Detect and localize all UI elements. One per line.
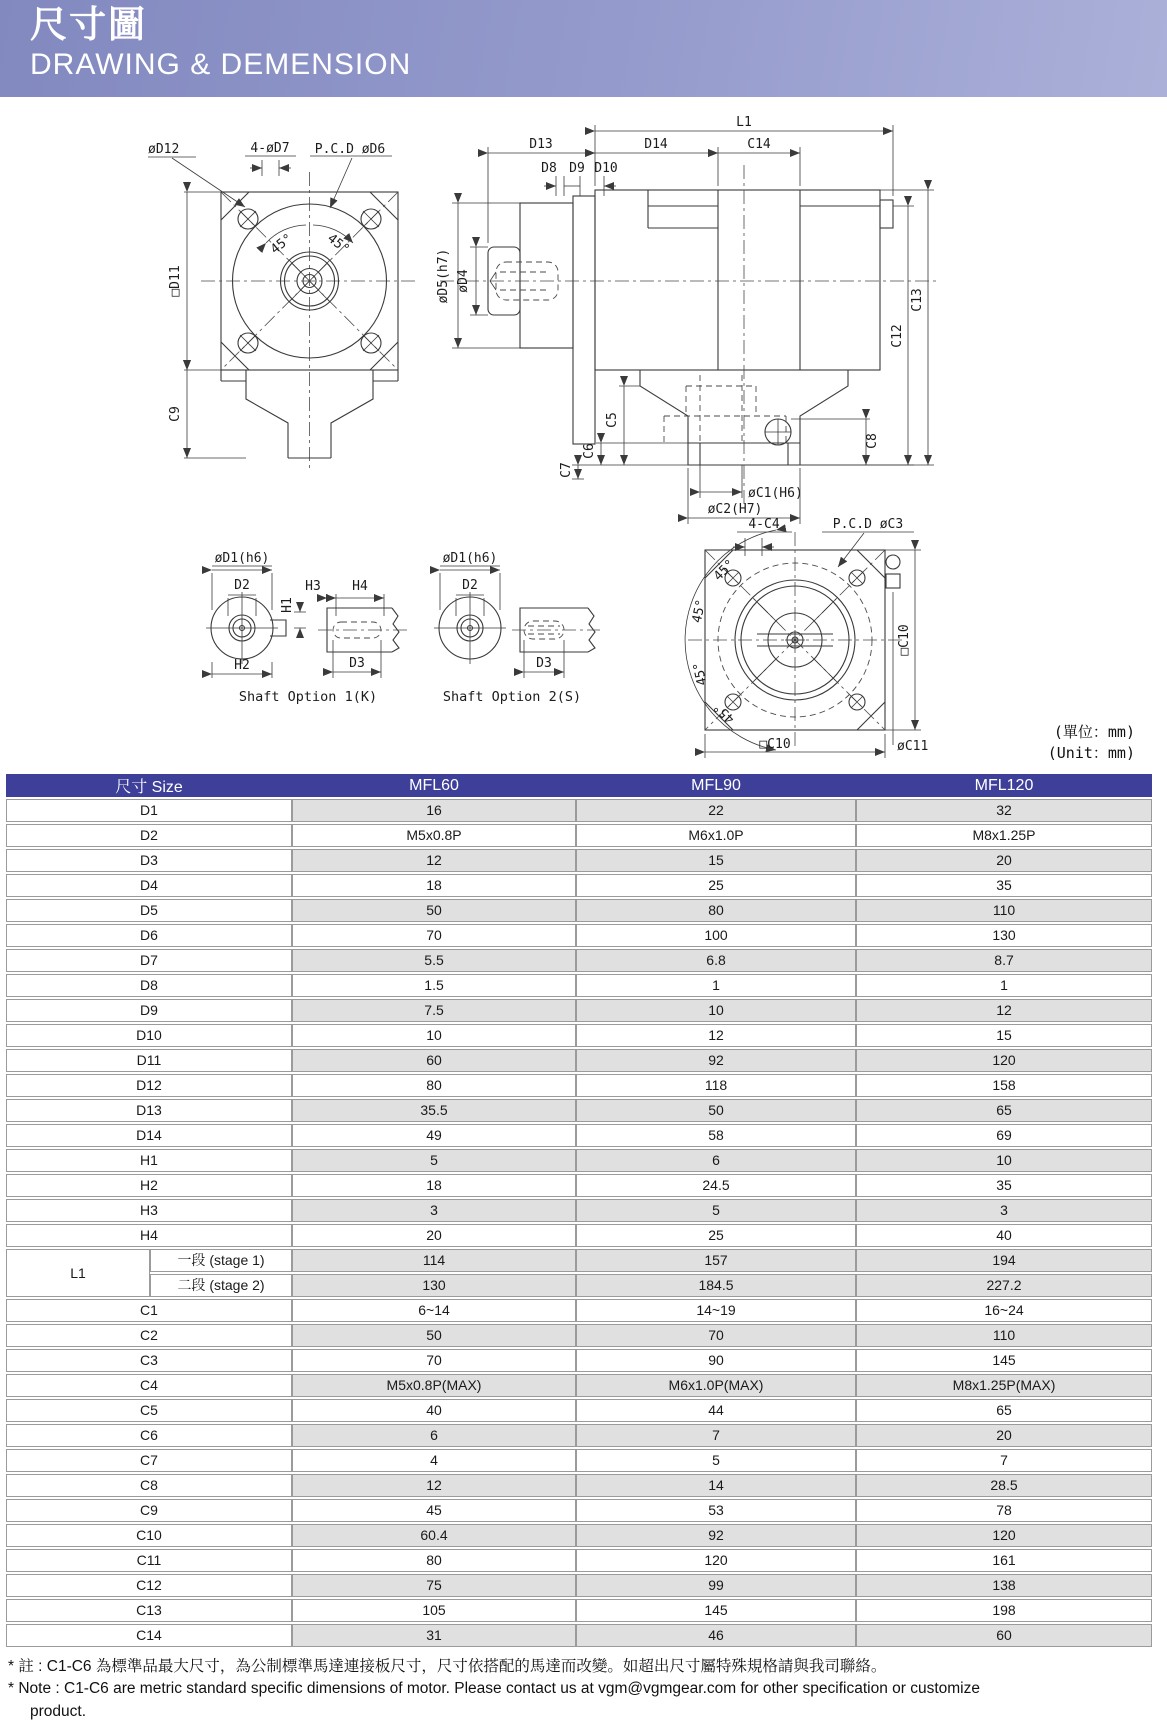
dimension-value: 70 [292,1349,576,1372]
dim-label: H1 [280,597,295,613]
dim-label: H2 [234,658,250,673]
dimension-value: 120 [856,1524,1152,1547]
dimension-value: 32 [856,799,1152,822]
dimension-value: 8.7 [856,949,1152,972]
dimension-value: 49 [292,1124,576,1147]
dim-label: øC1(H6) [748,486,803,501]
dimension-value: 16 [292,799,576,822]
dim-label: C13 [910,288,925,312]
table-row [6,1349,1152,1372]
dimension-value: 44 [576,1399,856,1422]
row-label: D9 [6,999,292,1022]
unit-note-en: (Unit：mm) [1047,744,1135,762]
dimension-value: 28.5 [856,1474,1152,1497]
dimension-value: 40 [856,1224,1152,1247]
row-label: H4 [6,1224,292,1247]
dimension-value: 45 [292,1499,576,1522]
row-label: C7 [6,1449,292,1472]
row-label: H1 [6,1149,292,1172]
table-row [6,1449,1152,1472]
dim-label: D13 [529,137,553,152]
dimension-value: 35 [856,874,1152,897]
dimension-value: 99 [576,1574,856,1597]
dimension-value: M6x1.0P [576,824,856,847]
row-label: C5 [6,1399,292,1422]
table-row [6,849,1152,872]
dim-label: C12 [890,324,905,348]
row-label: D6 [6,924,292,947]
footnote-en: * Note : C1-C6 are metric standard specific dimensions of motor. Please contact us at vgm@vgmgear.com for other specification or customize [8,1680,980,1698]
column-header-size: 尺寸 Size [6,774,292,797]
dimension-value: 130 [292,1274,576,1297]
dimension-value: 18 [292,1174,576,1197]
dimension-value: 35.5 [292,1099,576,1122]
dimension-value: 12 [292,849,576,872]
dimension-value: 69 [856,1124,1152,1147]
dim-label: □D11 [168,265,183,297]
dim-label: 45° [267,231,296,258]
dimension-value: 90 [576,1349,856,1372]
table-row [6,899,1152,922]
technical-drawing [0,0,1167,770]
table-row [6,1474,1152,1497]
dimension-value: 6 [576,1149,856,1172]
dim-label: C9 [168,406,183,422]
page-title-zh: 尺寸圖 [30,4,147,45]
dim-label: øC11 [897,739,929,754]
dimension-value: 5 [576,1449,856,1472]
bottom-view-drawing [685,517,928,758]
row-label: D4 [6,874,292,897]
dim-label: D2 [462,578,478,593]
dimension-value: 7 [856,1449,1152,1472]
dimension-value: 70 [292,924,576,947]
dimension-value: 24.5 [576,1174,856,1197]
dimension-value: 50 [292,899,576,922]
row-sub-label: 一段 (stage 1) [150,1249,292,1272]
dimension-value: 12 [856,999,1152,1022]
dimension-value: 1.5 [292,974,576,997]
dimension-value: 110 [856,899,1152,922]
unit-note [1048,722,1135,764]
shaft-option-1-caption: Shaft Option 1(K) [238,689,378,705]
dim-label: D14 [644,137,668,152]
dimension-value: 10 [856,1149,1152,1172]
dimension-value: 25 [576,1224,856,1247]
dimension-value: 5 [576,1199,856,1222]
dimension-value: 92 [576,1524,856,1547]
dimension-value: 15 [856,1024,1152,1047]
dimension-value: 6.8 [576,949,856,972]
table-row [6,974,1152,997]
dimension-value: 10 [292,1024,576,1047]
dimension-value: 227.2 [856,1274,1152,1297]
dimension-value: 7.5 [292,999,576,1022]
dimension-value: 194 [856,1249,1152,1272]
dimension-value: 120 [856,1049,1152,1072]
dimension-value: 6 [292,1424,576,1447]
dimension-value: 58 [576,1124,856,1147]
dim-label: □C10 [759,737,791,752]
dimension-value: 80 [576,899,856,922]
row-label: D8 [6,974,292,997]
dimension-value: 3 [856,1199,1152,1222]
dimension-value: 161 [856,1549,1152,1572]
dim-label: H3 [305,579,321,594]
table-row [6,1199,1152,1222]
dimension-value: 105 [292,1599,576,1622]
shaft-option-1-drawing [206,551,408,705]
dim-label: D2 [234,578,250,593]
dimension-value: 80 [292,1549,576,1572]
row-label: C13 [6,1599,292,1622]
dimension-value: 110 [856,1324,1152,1347]
dimension-value: 50 [292,1324,576,1347]
dimension-value: 6~14 [292,1299,576,1322]
dimension-value: 5 [292,1149,576,1172]
dimension-value: 15 [576,849,856,872]
row-label: C8 [6,1474,292,1497]
dimension-value: 35 [856,1174,1152,1197]
dim-label: øD12 [148,142,180,157]
row-label: H2 [6,1174,292,1197]
table-row [6,1624,1152,1647]
dimension-value: 50 [576,1099,856,1122]
table-row [6,799,1152,822]
row-label: C3 [6,1349,292,1372]
row-label: C1 [6,1299,292,1322]
dim-label: □C10 [897,624,912,656]
table-row [6,999,1152,1022]
table-row [6,924,1152,947]
row-label: D1 [6,799,292,822]
column-header-mfl120: MFL120 [856,774,1152,797]
table-row [6,1149,1152,1172]
table-row [6,1224,1152,1247]
dimension-value: 118 [576,1074,856,1097]
table-row [6,1124,1152,1147]
dimension-value: 60.4 [292,1524,576,1547]
dimension-value: 120 [576,1549,856,1572]
dim-label: P.C.D øD6 [314,142,386,157]
row-label: C14 [6,1624,292,1647]
dimension-value: 16~24 [856,1299,1152,1322]
dim-label: C8 [865,433,880,449]
dimension-value: 22 [576,799,856,822]
table-row [6,1024,1152,1047]
table-row [6,1599,1152,1622]
row-label: D12 [6,1074,292,1097]
dim-label: H4 [352,579,368,594]
table-row [6,949,1152,972]
dim-label: 45° [689,598,710,625]
dimension-value: 4 [292,1449,576,1472]
dim-label: 45° [710,556,739,585]
dimension-value: M5x0.8P(MAX) [292,1374,576,1397]
table-row [6,824,1152,847]
table-row [6,1174,1152,1197]
table-row [6,874,1152,897]
row-label: C6 [6,1424,292,1447]
row-label: C11 [6,1549,292,1572]
row-label: C4 [6,1374,292,1397]
table-row [6,1249,1152,1272]
table-row [6,1299,1152,1322]
dimension-value: 20 [856,1424,1152,1447]
dim-label: øC2(H7) [707,502,763,517]
dim-label: øD4 [456,269,471,293]
dimension-value: 198 [856,1599,1152,1622]
row-label: D5 [6,899,292,922]
footnotes [8,1656,1158,1723]
dimension-value: 60 [856,1624,1152,1647]
table-row [6,1524,1152,1547]
dimension-value: 157 [576,1249,856,1272]
dimension-value: 80 [292,1074,576,1097]
table-header-row [6,774,1152,797]
dimension-value: 12 [576,1024,856,1047]
dim-label: 4-C4 [748,517,780,532]
dimension-value: 114 [292,1249,576,1272]
shaft-option-2-drawing [434,551,600,705]
dim-label: D8 [541,161,557,176]
dimension-value: 31 [292,1624,576,1647]
dim-label: D3 [536,656,552,671]
dimension-value: M6x1.0P(MAX) [576,1374,856,1397]
table-row [6,1324,1152,1347]
unit-note-zh: (單位：mm) [1053,723,1135,741]
dimension-value: 3 [292,1199,576,1222]
dim-label: 45° [324,231,353,258]
column-header-mfl90: MFL90 [576,774,856,797]
row-label: C12 [6,1574,292,1597]
front-view-drawing [148,141,418,470]
dimension-value: 7 [576,1424,856,1447]
table-row [6,1399,1152,1422]
row-sub-label: 二段 (stage 2) [150,1274,292,1297]
dimension-table-body [6,799,1152,1647]
dimension-value: 145 [856,1349,1152,1372]
row-label: D10 [6,1024,292,1047]
dimension-value: 14 [576,1474,856,1497]
dim-label: 4-øD7 [250,141,290,156]
dimension-table [6,772,1152,1649]
dim-label: C6 [582,443,597,459]
dimension-value: 10 [576,999,856,1022]
row-label: D7 [6,949,292,972]
dimension-value: 20 [292,1224,576,1247]
dimension-value: 92 [576,1049,856,1072]
dim-label: 45° [710,698,739,727]
table-row [6,1549,1152,1572]
dim-label: C7 [559,462,574,478]
dimension-value: 20 [856,849,1152,872]
dimension-value: 25 [576,874,856,897]
dimension-value: 60 [292,1049,576,1072]
row-label: D11 [6,1049,292,1072]
table-row [6,1274,1152,1297]
dim-label: C14 [747,137,771,152]
column-header-mfl60: MFL60 [292,774,576,797]
dimension-value: 12 [292,1474,576,1497]
dimension-value: M8x1.25P(MAX) [856,1374,1152,1397]
dim-label: P.C.D øC3 [832,517,904,532]
dimension-value: 40 [292,1399,576,1422]
dimension-value: 100 [576,924,856,947]
dimension-value: 138 [856,1574,1152,1597]
dimension-value: M5x0.8P [292,824,576,847]
dimension-value: 46 [576,1624,856,1647]
dimension-value: 53 [576,1499,856,1522]
table-row [6,1374,1152,1397]
dim-label: 45° [690,660,711,687]
row-label: D13 [6,1099,292,1122]
footnote-zh: * 註 : C1-C6 為標準品最大尺寸，為公制標準馬達連接板尺寸，尺寸依搭配的馬達而改變。如超出尺寸屬特殊規格請與我司聯絡。 [8,1658,887,1675]
footnote-en-cont: product. [30,1702,87,1720]
dimension-value: 78 [856,1499,1152,1522]
dimension-value: 145 [576,1599,856,1622]
dimension-value: 1 [576,974,856,997]
dim-label: D3 [349,656,365,671]
table-row [6,1499,1152,1522]
page-title-en: DRAWING & DEMENSION [30,48,412,81]
table-row [6,1574,1152,1597]
dimension-value: 1 [856,974,1152,997]
row-label: D2 [6,824,292,847]
dim-label: øD5(h7) [436,248,451,304]
dim-label: L1 [736,115,752,130]
dim-label: D9 [569,161,585,176]
row-label: C9 [6,1499,292,1522]
dim-label: øD1(h6) [442,551,498,566]
dimension-value: 65 [856,1399,1152,1422]
row-group-label: L1 [6,1249,150,1297]
table-row [6,1099,1152,1122]
dimension-value: 75 [292,1574,576,1597]
dimension-value: 70 [576,1324,856,1347]
dimension-value: 184.5 [576,1274,856,1297]
row-label: D14 [6,1124,292,1147]
row-label: H3 [6,1199,292,1222]
dim-label: C5 [605,412,620,428]
row-label: C10 [6,1524,292,1547]
dimension-value: 5.5 [292,949,576,972]
dim-label: D10 [594,161,618,176]
side-view-drawing [436,115,940,524]
dimension-value: 14~19 [576,1299,856,1322]
dimension-value: 18 [292,874,576,897]
dim-label: øD1(h6) [214,551,270,566]
dimension-value: 65 [856,1099,1152,1122]
dimension-value: 130 [856,924,1152,947]
table-row [6,1074,1152,1097]
dimension-value: M8x1.25P [856,824,1152,847]
table-row [6,1049,1152,1072]
row-label: C2 [6,1324,292,1347]
row-label: D3 [6,849,292,872]
table-row [6,1424,1152,1447]
dimension-value: 158 [856,1074,1152,1097]
shaft-option-2-caption: Shaft Option 2(S) [442,689,582,705]
